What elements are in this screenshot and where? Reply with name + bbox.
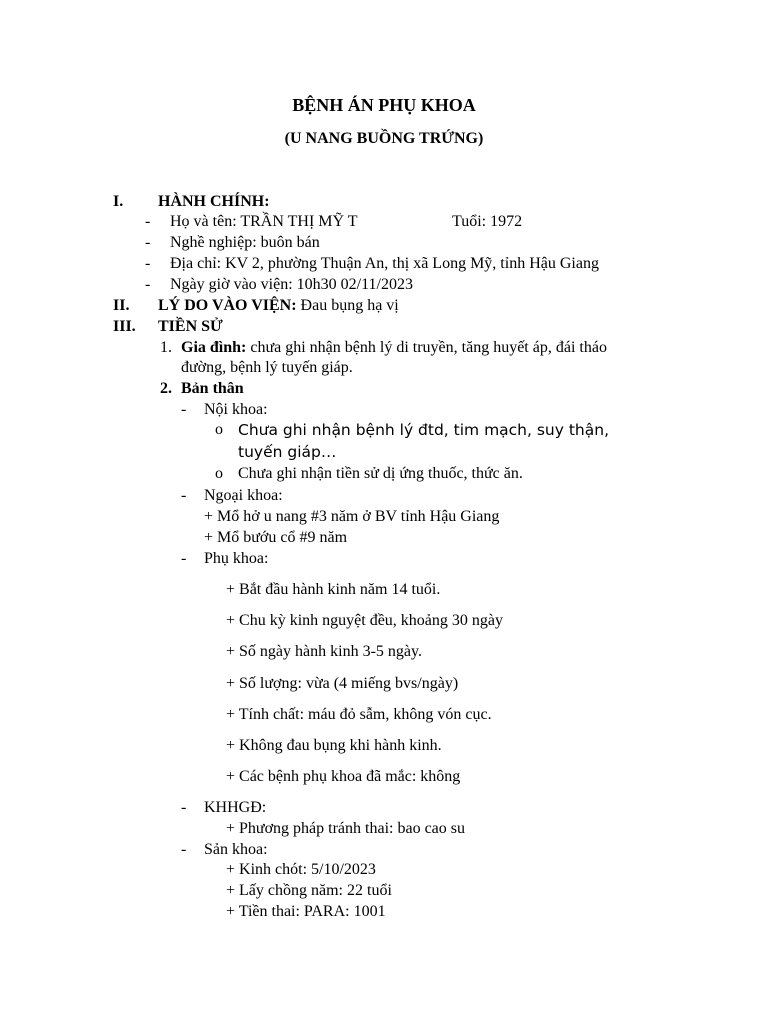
family-planning-label: KHHGĐ: xyxy=(204,799,267,816)
admission-reason xyxy=(158,296,399,316)
family-text-cont: đường, bệnh lý tuyến giáp. xyxy=(181,359,353,376)
surgery-label: Ngoại khoa: xyxy=(204,487,283,504)
patient-occupation: Nghề nghiệp: buôn bán xyxy=(170,234,320,251)
obstetrics-label: Sản khoa: xyxy=(204,841,268,858)
gynecology-item-7: + Các bệnh phụ khoa đã mắc: không xyxy=(226,768,461,785)
section-1-number: I. xyxy=(113,193,124,210)
dash-marker: - xyxy=(181,401,187,418)
section-3-heading: TIỀN SỬ xyxy=(158,318,223,335)
document-subtitle: (U NANG BUỒNG TRỨNG) xyxy=(284,130,484,147)
internal-item-2: Chưa ghi nhận tiền sử dị ứng thuốc, thức ăn. xyxy=(238,465,523,482)
dash-marker: - xyxy=(181,799,187,816)
self-number: 2. xyxy=(160,380,172,397)
gynecology-item-2: + Chu kỳ kinh nguyệt đều, khoảng 30 ngày xyxy=(226,612,503,629)
admission-time: Ngày giờ vào viện: 10h30 02/11/2023 xyxy=(170,276,413,293)
dash-marker: - xyxy=(145,234,151,251)
patient-name: Họ và tên: TRẦN THỊ MỸ T xyxy=(170,213,358,230)
dash-marker: - xyxy=(181,550,187,567)
dash-marker: - xyxy=(181,841,187,858)
document-title: BỆNH ÁN PHỤ KHOA xyxy=(292,95,476,115)
patient-age: Tuổi: 1972 xyxy=(452,213,523,230)
dash-marker: - xyxy=(145,255,151,272)
gynecology-item-5: + Tính chất: máu đỏ sẫm, không vón cục. xyxy=(226,706,492,723)
gynecology-item-1: + Bắt đầu hành kinh năm 14 tuổi. xyxy=(226,581,441,598)
self-heading: Bản thân xyxy=(181,380,244,397)
admission-reason-label: LÝ DO VÀO VIỆN: xyxy=(158,297,297,314)
obstetrics-item-2: + Lấy chồng năm: 22 tuổi xyxy=(226,882,392,899)
gynecology-item-4: + Số lượng: vừa (4 miếng bvs/ngày) xyxy=(226,675,459,692)
family-text: chưa ghi nhận bệnh lý di truyền, tăng huyết áp, đái tháo xyxy=(246,339,607,356)
family-number: 1. xyxy=(160,339,172,356)
family-history xyxy=(181,338,677,358)
surgery-item-1: + Mổ hở u nang #3 năm ở BV tỉnh Hậu Giang xyxy=(204,508,500,525)
internal-medicine-label: Nội khoa: xyxy=(204,401,268,418)
gynecology-item-6: + Không đau bụng khi hành kinh. xyxy=(226,737,442,754)
patient-address: Địa chỉ: KV 2, phường Thuận An, thị xã Long Mỹ, tỉnh Hậu Giang xyxy=(170,255,599,272)
section-2-number: II. xyxy=(113,297,130,314)
family-planning-item-1: + Phương pháp tránh thai: bao cao su xyxy=(226,820,465,837)
obstetrics-item-3: + Tiền thai: PARA: 1001 xyxy=(226,903,386,920)
gynecology-label: Phụ khoa: xyxy=(204,550,269,567)
obstetrics-item-1: + Kinh chót: 5/10/2023 xyxy=(226,861,376,878)
internal-item-1: Chưa ghi nhận bệnh lý đtd, tim mạch, suy thận, xyxy=(238,421,610,439)
family-label: Gia đình: xyxy=(181,339,247,356)
dash-marker: - xyxy=(145,213,151,230)
dash-marker: - xyxy=(145,276,151,293)
admission-reason-value: Đau bụng hạ vị xyxy=(296,297,399,314)
section-3-number: III. xyxy=(113,318,136,335)
internal-item-1-cont: tuyến giáp… xyxy=(238,443,337,461)
dash-marker: - xyxy=(181,487,187,504)
bullet-marker: o xyxy=(215,465,223,482)
section-1-heading: HÀNH CHÍNH: xyxy=(158,193,270,210)
gynecology-item-3: + Số ngày hành kinh 3-5 ngày. xyxy=(226,643,422,660)
surgery-item-2: + Mổ bướu cổ #9 năm xyxy=(204,529,348,546)
bullet-marker: o xyxy=(215,421,223,438)
